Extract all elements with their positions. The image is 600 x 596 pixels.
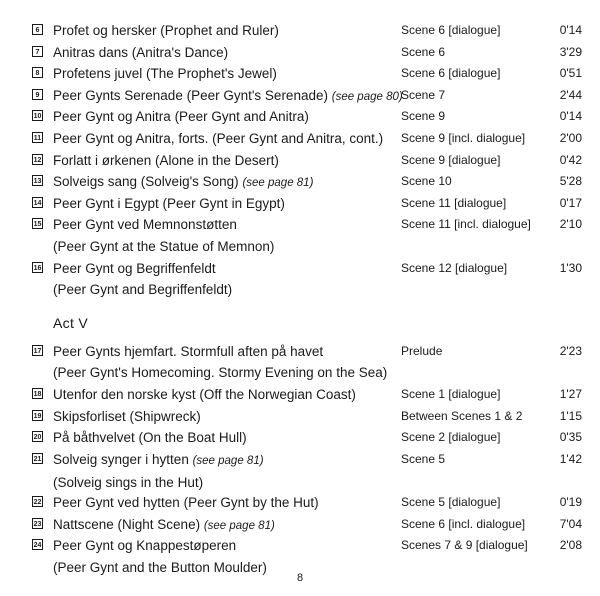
track-title-text: Profet og hersker (Prophet and Ruler)	[53, 23, 279, 38]
track-number: 13	[32, 175, 43, 186]
track-duration: 2'10	[559, 217, 582, 232]
track-title	[53, 427, 403, 449]
track-title-translation: (Solveig sings in the Hut)	[53, 475, 204, 491]
track-duration: 1'30	[559, 260, 582, 275]
track-duration: 2'44	[559, 87, 582, 102]
track-title-text: Peer Gynt og Begriffenfeldt	[53, 260, 216, 276]
page-number: 8	[296, 572, 304, 584]
track-title-line	[53, 341, 403, 363]
track-duration: 0'19	[559, 495, 582, 509]
track-title	[53, 85, 403, 109]
track-number: 9	[32, 89, 43, 100]
track-title-text: Peer Gynts hjemfart. Stormfull aften på havet	[53, 343, 324, 359]
track-title-line	[53, 63, 403, 85]
track-title	[53, 42, 403, 64]
track-duration: 0'17	[559, 195, 582, 210]
track-number: 21	[32, 453, 43, 464]
track-number: 20	[32, 431, 43, 442]
track-number: 11	[32, 132, 43, 143]
track-scene: Scene 9 [incl. dialogue]	[401, 131, 526, 145]
track-title-text: Peer Gynt og Anitra, forts. (Peer Gynt and Anitra, cont.)	[53, 131, 384, 146]
track-title-line	[53, 514, 403, 538]
track-title	[53, 63, 403, 85]
track-scene: Scene 2 [dialogue]	[401, 430, 501, 445]
track-title-text: Utenfor den norske kyst (Off the Norwegian Coast)	[53, 387, 356, 402]
track-title-text: På båthvelvet (On the Boat Hull)	[53, 430, 247, 446]
track-title	[53, 514, 403, 538]
track-title-line	[53, 427, 403, 449]
track-number: 10	[32, 110, 43, 121]
track-title	[53, 20, 403, 42]
track-scene: Scene 11 [incl. dialogue]	[401, 217, 531, 232]
track-duration: 2'08	[559, 538, 582, 553]
track-scene: Scene 9 [dialogue]	[401, 152, 501, 167]
track-title-line	[53, 150, 403, 172]
track-title-line	[53, 42, 403, 64]
track-scene: Scene 7	[401, 87, 446, 102]
track-title	[53, 106, 403, 128]
track-title	[53, 258, 403, 301]
track-title-text: Nattscene (Night Scene)	[53, 516, 204, 532]
track-title-text: Forlatt i ørkenen (Alone in the Desert)	[53, 152, 279, 168]
track-title-line	[53, 449, 403, 473]
track-scene: Scene 5	[401, 451, 446, 466]
track-title-line	[53, 106, 403, 128]
track-title	[53, 449, 403, 494]
track-duration: 5'28	[559, 174, 582, 189]
track-duration: 7'04	[559, 516, 582, 531]
track-title-text: Peer Gynt og Knappestøperen	[53, 538, 237, 554]
track-title	[53, 214, 403, 257]
track-title-line	[53, 193, 403, 215]
track-number: 16	[32, 262, 43, 273]
track-duration: 0'35	[559, 430, 582, 445]
track-scene: Scene 6	[401, 44, 446, 59]
track-scene: Scene 10	[401, 174, 452, 189]
track-title-line	[53, 406, 403, 428]
track-duration: 3'29	[559, 44, 582, 59]
track-duration: 0'14	[559, 109, 582, 124]
track-title-line	[53, 85, 403, 109]
track-title-translation: (Peer Gynt and Begriffenfeldt)	[53, 282, 233, 298]
track-note: (see page 81)	[203, 519, 275, 532]
track-number: 14	[32, 197, 43, 208]
track-title	[53, 492, 403, 514]
track-title	[53, 406, 403, 428]
track-note: (see page 81)	[192, 454, 264, 467]
track-duration: 0'51	[559, 66, 582, 81]
track-title-translation: (Peer Gynt's Homecoming. Stormy Evening on the Sea)	[53, 365, 388, 381]
track-title-text: Skipsforliset (Shipwreck)	[53, 408, 201, 424]
track-number: 23	[32, 518, 43, 529]
track-scene: Scene 6 [dialogue]	[401, 23, 501, 37]
track-title-line	[53, 128, 403, 150]
track-title-translation: (Peer Gynt and the Button Moulder)	[53, 559, 267, 575]
track-title-translation: (Peer Gynt at the Statue of Memnon)	[53, 238, 275, 254]
track-title-text: Peer Gynt og Anitra (Peer Gynt and Anitra)	[53, 109, 309, 125]
track-note: (see page 81)	[242, 177, 314, 190]
track-title-line	[53, 384, 403, 406]
track-duration: 2'00	[559, 131, 582, 145]
track-title	[53, 171, 403, 195]
track-number: 15	[32, 218, 43, 229]
track-scene: Scene 1 [dialogue]	[401, 387, 501, 401]
track-title	[53, 341, 403, 384]
track-scene: Scene 9	[401, 109, 446, 124]
track-title	[53, 384, 403, 406]
track-number: 8	[32, 67, 43, 78]
track-title-text: Solveigs sang (Solveig's Song)	[53, 174, 243, 190]
track-duration: 1'15	[559, 408, 582, 423]
track-scene: Scenes 7 & 9 [dialogue]	[401, 538, 528, 553]
track-title-line	[53, 171, 403, 195]
track-duration: 0'14	[559, 23, 582, 37]
act-heading: Act V	[53, 314, 88, 331]
track-title-text: Anitras dans (Anitra's Dance)	[53, 44, 229, 60]
track-title-line	[53, 535, 403, 557]
track-duration: 2'23	[559, 343, 582, 358]
track-number: 6	[32, 24, 43, 35]
track-number: 7	[32, 46, 43, 57]
track-scene: Prelude	[401, 343, 443, 358]
track-duration: 1'42	[559, 451, 582, 466]
track-title	[53, 128, 403, 150]
track-title	[53, 193, 403, 215]
track-title-line	[53, 258, 403, 280]
track-title-text: Peer Gynt i Egypt (Peer Gynt in Egypt)	[53, 195, 285, 211]
track-number: 22	[32, 496, 43, 507]
track-number: 12	[32, 154, 43, 165]
track-title-text: Peer Gynt ved hytten (Peer Gynt by the Hut)	[53, 495, 319, 510]
track-number: 18	[32, 388, 43, 399]
track-scene: Scene 5 [dialogue]	[401, 495, 501, 509]
track-duration: 0'42	[559, 152, 582, 167]
track-title	[53, 150, 403, 172]
track-note: (see page 80)	[331, 90, 403, 103]
track-duration: 1'27	[559, 387, 582, 401]
track-title-line	[53, 492, 403, 514]
track-scene: Scene 6 [incl. dialogue]	[401, 516, 526, 531]
track-title-text: Solveig synger i hytten	[53, 451, 193, 467]
track-title-line	[53, 214, 403, 236]
track-scene: Scene 11 [dialogue]	[401, 195, 507, 210]
track-number: 17	[32, 345, 43, 356]
track-number: 19	[32, 410, 43, 421]
track-title-text: Peer Gynts Serenade (Peer Gynt's Serenade)	[53, 87, 332, 103]
track-title-text: Profetens juvel (The Prophet's Jewel)	[53, 66, 277, 82]
track-scene: Between Scenes 1 & 2	[401, 408, 523, 423]
track-title-text: Peer Gynt ved Memnonstøtten	[53, 217, 237, 233]
track-scene: Scene 6 [dialogue]	[401, 66, 501, 81]
track-scene: Scene 12 [dialogue]	[401, 260, 508, 275]
track-title-line	[53, 20, 403, 42]
track-number: 24	[32, 539, 43, 550]
